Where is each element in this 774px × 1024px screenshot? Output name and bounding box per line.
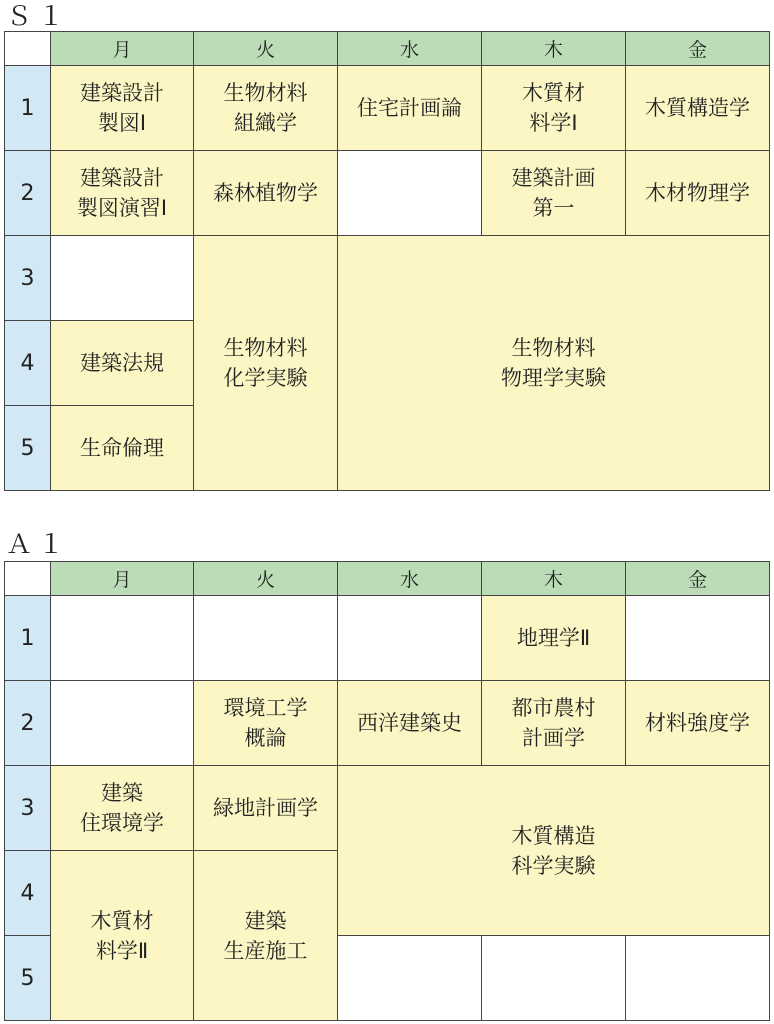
empty-cell <box>51 681 194 766</box>
corner-cell <box>5 562 51 596</box>
course-cell <box>51 406 194 491</box>
day-header: 火 <box>194 32 338 66</box>
period-number: 2 <box>5 681 51 766</box>
course-cell <box>51 151 194 236</box>
course-name: 西洋建築史 <box>357 711 462 735</box>
course-cell <box>338 66 482 151</box>
course-cell <box>51 851 194 1021</box>
empty-cell <box>194 596 338 681</box>
course-cell <box>482 681 626 766</box>
course-name: 地理学Ⅱ <box>516 626 591 650</box>
course-name: 生命倫理 <box>80 436 164 460</box>
empty-cell <box>482 936 626 1021</box>
empty-cell <box>338 936 482 1021</box>
a1-section-title: Ａ１ <box>6 530 71 560</box>
course-name: 木材物理学 <box>645 181 750 205</box>
header-row <box>5 562 770 596</box>
day-header: 金 <box>626 32 770 66</box>
a1-timetable <box>4 561 770 1021</box>
period-number: 4 <box>5 851 51 936</box>
header-row <box>5 32 770 66</box>
course-name: 木質構造 科学実験 <box>511 823 596 878</box>
period-number: 4 <box>5 321 51 406</box>
day-header: 水 <box>338 562 482 596</box>
period-number: 5 <box>5 936 51 1021</box>
course-name: 生物材料 物理学実験 <box>501 336 606 390</box>
course-cell <box>338 681 482 766</box>
course-name: 建築 生産施工 <box>223 908 308 963</box>
course-name: 都市農村 計画学 <box>511 696 596 750</box>
course-name: 緑地計画学 <box>213 796 318 820</box>
period-number: 1 <box>5 66 51 151</box>
course-name: 生物材料 組織学 <box>223 81 308 135</box>
day-header: 木 <box>482 562 626 596</box>
course-cell <box>194 66 338 151</box>
course-name: 建築法規 <box>80 351 164 375</box>
s1-section-title: Ｓ１ <box>6 2 71 32</box>
course-cell <box>194 236 338 491</box>
period-number: 2 <box>5 151 51 236</box>
course-name: 木質材 料学Ⅱ <box>90 908 154 963</box>
course-cell <box>482 596 626 681</box>
course-name: 森林植物学 <box>213 181 318 205</box>
course-name: 木質材 料学Ⅰ <box>522 81 585 135</box>
course-cell <box>51 321 194 406</box>
course-cell <box>482 151 626 236</box>
empty-cell <box>51 596 194 681</box>
course-name: 環境工学 概論 <box>223 696 308 750</box>
day-header: 月 <box>51 562 194 596</box>
period-number: 3 <box>5 236 51 321</box>
empty-cell <box>338 596 482 681</box>
course-name: 木質構造学 <box>645 96 750 120</box>
course-cell <box>194 766 338 851</box>
course-cell <box>626 151 770 236</box>
period-row <box>5 681 770 766</box>
period-row <box>5 66 770 151</box>
empty-cell <box>626 596 770 681</box>
period-row <box>5 766 770 851</box>
course-name: 建築設計 製図Ⅰ <box>80 81 164 135</box>
empty-cell <box>51 236 194 321</box>
course-cell <box>626 66 770 151</box>
course-cell <box>51 766 194 851</box>
course-cell <box>194 851 338 1021</box>
day-header: 木 <box>482 32 626 66</box>
course-name: 材料強度学 <box>645 711 750 735</box>
course-name: 建築設計 製図演習Ⅰ <box>76 166 168 220</box>
course-name: 住宅計画論 <box>357 96 462 120</box>
empty-cell <box>338 151 482 236</box>
period-number: 3 <box>5 766 51 851</box>
course-cell <box>338 236 770 491</box>
period-row <box>5 151 770 236</box>
course-cell <box>194 681 338 766</box>
period-row <box>5 596 770 681</box>
course-cell <box>51 66 194 151</box>
day-header: 水 <box>338 32 482 66</box>
day-header: 金 <box>626 562 770 596</box>
course-name: 建築 住環境学 <box>80 781 164 835</box>
course-cell <box>626 681 770 766</box>
period-number: 5 <box>5 406 51 491</box>
course-cell <box>194 151 338 236</box>
corner-cell <box>5 32 51 66</box>
period-row <box>5 236 770 321</box>
course-name: 生物材料 化学実験 <box>223 336 308 390</box>
course-cell <box>482 66 626 151</box>
s1-timetable <box>4 31 770 491</box>
day-header: 月 <box>51 32 194 66</box>
period-number: 1 <box>5 596 51 681</box>
empty-cell <box>626 936 770 1021</box>
course-name: 建築計画 第一 <box>511 166 596 220</box>
day-header: 火 <box>194 562 338 596</box>
course-cell <box>338 766 770 936</box>
